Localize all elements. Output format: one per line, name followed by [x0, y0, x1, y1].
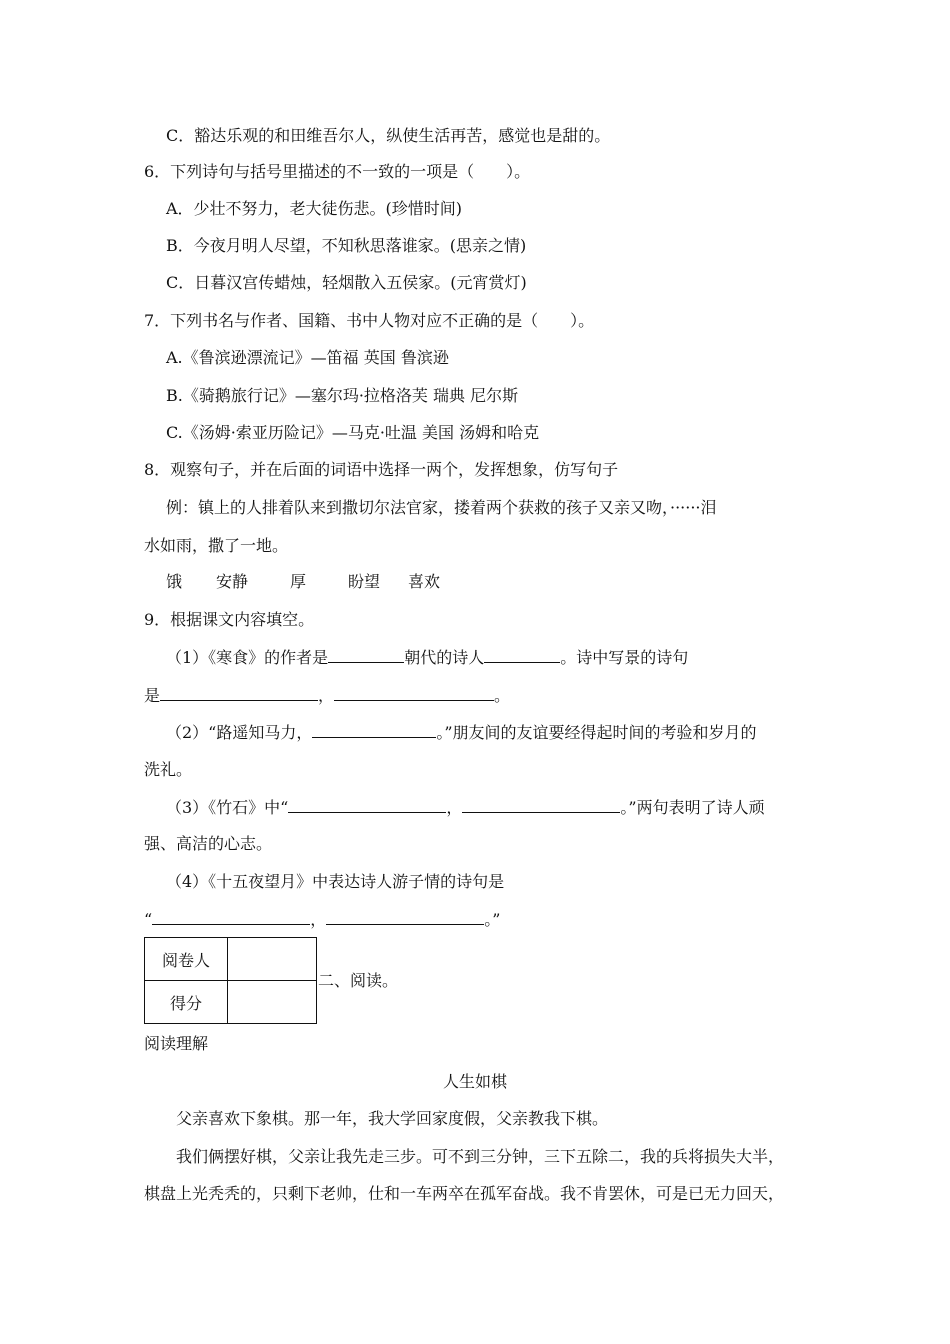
q8-stem: 8．观察句子，并在后面的词语中选择一两个，发挥想象，仿写句子: [144, 460, 619, 479]
section-subtitle: 阅读理解: [144, 1034, 209, 1053]
q5-option-c: C．豁达乐观的和田维吾尔人，纵使生活再苦，感觉也是甜的。: [166, 126, 611, 145]
q6-option-a: A．少壮不努力，老大徒伤悲。(珍惜时间): [166, 199, 463, 218]
q8-word: 盼望: [348, 572, 381, 591]
article-para1: 父亲喜欢下象棋。那一年，我大学回家度假，父亲教我下棋。: [176, 1109, 609, 1128]
q9-part3-line1: （3）《竹石》中“ ， 。”两句表明了诗人顽: [166, 798, 765, 817]
q8-word-list: [166, 572, 440, 592]
answer-blank[interactable]: [484, 647, 560, 663]
answer-blank[interactable]: [160, 685, 318, 701]
answer-blank[interactable]: [312, 722, 436, 738]
q8-word: 厚: [290, 572, 307, 591]
q8-example-line2: 水如雨，撒了一地。: [144, 536, 289, 555]
q7-option-b: B.《骑鹅旅行记》—塞尔玛·拉格洛芙 瑞典 尼尔斯: [166, 386, 519, 405]
q8-word: 安静: [216, 572, 249, 591]
q9-part1-line2: 是 ， 。: [144, 686, 511, 705]
reviewer-label: 阅卷人: [145, 938, 228, 981]
q9-part3-line2: 强、高洁的心志。: [144, 834, 273, 853]
answer-blank[interactable]: [288, 797, 446, 813]
q6-stem: 6．下列诗句与括号里描述的不一致的一项是（ ）。: [144, 162, 531, 181]
q6-option-c: C．日暮汉宫传蜡烛，轻烟散入五侯家。(元宵赏灯): [166, 273, 527, 292]
answer-blank[interactable]: [152, 909, 310, 925]
q7-option-c: C.《汤姆·索亚历险记》—马克·吐温 美国 汤姆和哈克: [166, 423, 540, 442]
answer-blank[interactable]: [334, 685, 494, 701]
q8-word: 喜欢: [408, 572, 441, 591]
q8-word: 饿: [166, 572, 183, 591]
article-para2-line1: 我们俩摆好棋，父亲让我先走三步。可不到三分钟，三下五除二，我的兵将损失大半，: [176, 1147, 785, 1166]
q7-stem: 7．下列书名与作者、国籍、书中人物对应不正确的是（ ）。: [144, 311, 595, 330]
answer-blank[interactable]: [462, 797, 620, 813]
answer-blank[interactable]: [326, 909, 484, 925]
q9-part4-line2: “ ， 。”: [144, 910, 501, 929]
q7-option-a: A.《鲁滨逊漂流记》—笛福 英国 鲁滨逊: [166, 348, 449, 367]
q9-part4-line1: （4）《十五夜望月》中表达诗人游子情的诗句是: [166, 872, 505, 891]
q6-option-b: B．今夜月明人尽望，不知秋思落谁家。(思亲之情): [166, 236, 527, 255]
score-box: [144, 937, 317, 1024]
q9-part1-line1: （1）《寒食》的作者是 朝代的诗人 。诗中写景的诗句: [166, 648, 689, 667]
score-label: 得分: [145, 981, 228, 1024]
q9-part2-line2: 洗礼。: [144, 760, 193, 779]
article-para2-line2: 棋盘上光秃秃的，只剩下老帅，仕和一车两卒在孤军奋战。我不肯罢休，可是已无力回天，: [144, 1184, 785, 1203]
q9-part2-line1: （2）“路遥知马力， 。”朋友间的友谊要经得起时间的考验和岁月的: [166, 723, 757, 742]
q9-stem: 9．根据课文内容填空。: [144, 610, 315, 629]
article-title: 人生如棋: [442, 1072, 507, 1091]
answer-blank[interactable]: [328, 647, 404, 663]
q8-example-line1: 例：镇上的人排着队来到撒切尔法官家，搂着两个获救的孩子又亲又吻，······泪: [166, 498, 717, 517]
section-title: 二、阅读。: [318, 971, 399, 990]
reviewer-field[interactable]: [228, 938, 317, 981]
score-field[interactable]: [228, 981, 317, 1024]
